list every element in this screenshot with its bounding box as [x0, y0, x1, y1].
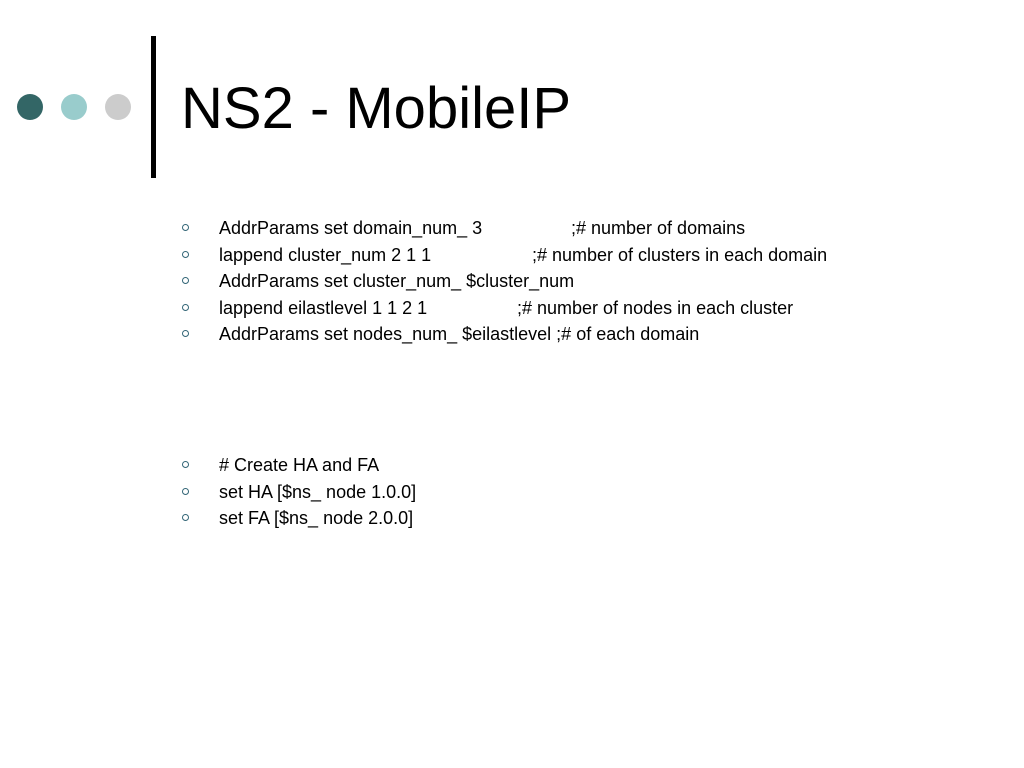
bullet-item	[181, 242, 1001, 269]
bullet-item	[181, 452, 1001, 479]
bullet-ring-icon	[182, 514, 189, 521]
bullet-comment: ;# number of domains	[571, 218, 746, 238]
bullet-ring-icon	[182, 461, 189, 468]
bullet-code: AddrParams set cluster_num_ $cluster_num	[219, 271, 575, 291]
bullet-list-address-params	[181, 215, 1001, 348]
bullet-list-agents	[181, 452, 1001, 532]
bullet-code: lappend cluster_num 2 1 1	[219, 244, 432, 265]
bullet-code: AddrParams set nodes_num_ $eilastlevel ;# of each domain	[219, 324, 700, 344]
bullet-code: AddrParams set domain_num_ 3	[219, 218, 483, 238]
bullet-ring-icon	[182, 251, 189, 258]
bullet-code: # Create HA and FA	[219, 455, 380, 475]
title-accent-bar	[151, 36, 156, 178]
bullet-ring-icon	[182, 488, 189, 495]
bullet-ring-icon	[182, 330, 189, 337]
dark-teal-dot	[17, 94, 43, 120]
gray-dot	[105, 94, 131, 120]
bullet-code: set HA [$ns_ node 1.0.0]	[219, 481, 417, 502]
bullet-ring-icon	[182, 224, 189, 231]
bullet-item	[181, 505, 1001, 532]
bullet-comment: ;# number of clusters in each domain	[532, 244, 828, 265]
bullet-item	[181, 321, 1001, 348]
light-teal-dot	[61, 94, 87, 120]
bullet-comment: ;# number of nodes in each cluster	[517, 297, 794, 318]
bullet-item	[181, 268, 1001, 295]
bullet-item	[181, 215, 1001, 242]
bullet-item	[181, 295, 1001, 322]
bullet-code: lappend eilastlevel 1 1 2 1	[219, 297, 428, 318]
slide-title: NS2 - MobileIP	[181, 76, 572, 141]
bullet-code: set FA [$ns_ node 2.0.0]	[219, 508, 414, 528]
bullet-ring-icon	[182, 304, 189, 311]
bullet-item	[181, 479, 1001, 506]
bullet-ring-icon	[182, 277, 189, 284]
